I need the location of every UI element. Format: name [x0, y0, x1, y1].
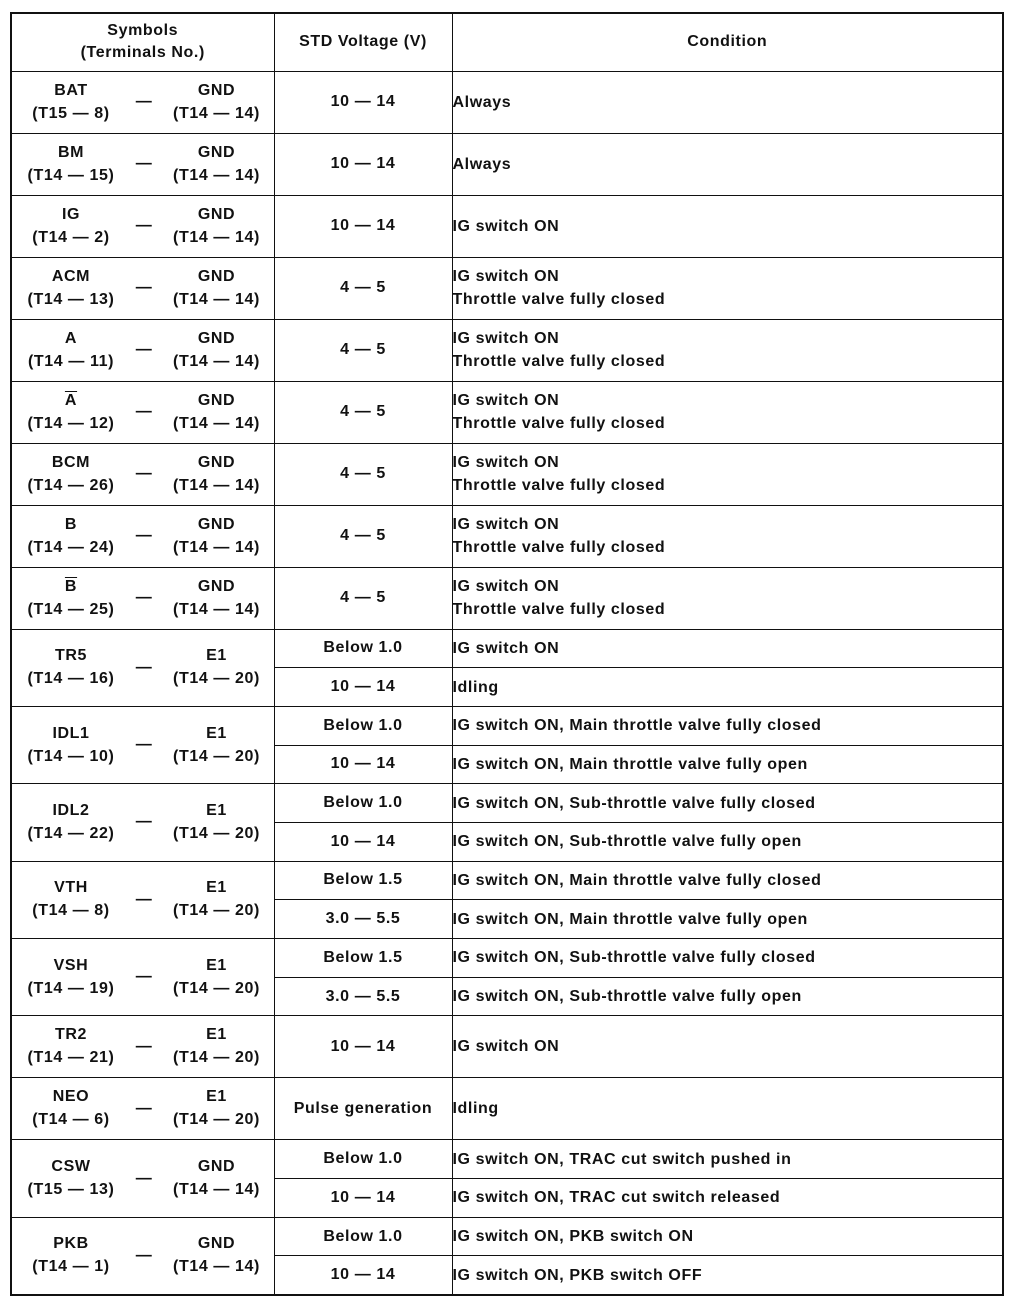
ground-name: E1: [206, 1088, 227, 1106]
symbol-dash: —: [135, 341, 153, 358]
table-row: [11, 1217, 1003, 1256]
condition-cell: IG switch ON, PKB switch OFF: [452, 1256, 1003, 1295]
symbol-terminal: (T14 — 10): [27, 747, 115, 765]
voltage-cell: Pulse generation: [274, 1078, 452, 1140]
condition-cell: IG switch ON, Sub-throttle valve fully open: [452, 977, 1003, 1016]
symbol-dash: —: [135, 217, 153, 234]
condition-cell: Always: [452, 71, 1003, 133]
ground-terminal: (T14 — 20): [173, 979, 260, 997]
ground-name: GND: [197, 205, 236, 223]
ground-terminal: (T14 — 14): [173, 1181, 260, 1199]
table-row: [11, 381, 1003, 443]
symbol-terminal: (T15 — 8): [32, 104, 110, 122]
symbol-dash: —: [135, 1169, 153, 1187]
ground-terminal: (T14 — 14): [173, 414, 260, 432]
symbol-name-inverted: $\overline{A}$: [64, 391, 78, 409]
condition-cell: IG switch ON, Main throttle valve fully open: [452, 900, 1003, 939]
symbol-name: IDL1: [52, 724, 90, 742]
symbol-terminal: (T14 — 6): [32, 1111, 110, 1129]
table-row: [11, 1016, 1003, 1078]
condition-cell: IG switch ON, Sub-throttle valve fully closed: [452, 939, 1003, 978]
symbol-terminal: (T14 — 15): [27, 166, 115, 184]
voltage-cell: Below 1.0: [274, 784, 452, 823]
symbol-cell: [11, 567, 274, 629]
ground-terminal: (T14 — 20): [173, 1049, 260, 1067]
symbol-dash: —: [135, 589, 153, 606]
symbol-terminal: (T14 — 8): [32, 902, 110, 920]
table-row: [11, 939, 1003, 978]
voltage-cell: 10 — 14: [274, 822, 452, 861]
ground-terminal: (T14 — 14): [173, 600, 260, 618]
ground-terminal: (T14 — 14): [173, 228, 260, 246]
ground-name: GND: [197, 391, 236, 409]
symbol-dash: —: [135, 658, 153, 676]
symbol-name: BCM: [51, 453, 91, 471]
symbol-dash: —: [135, 1099, 153, 1117]
symbol-cell: [11, 1078, 274, 1140]
condition-cell: IG switch ON: [452, 195, 1003, 257]
table-row: [11, 195, 1003, 257]
symbol-terminal: (T14 — 19): [27, 979, 115, 997]
symbol-terminal: (T14 — 22): [27, 824, 115, 842]
condition-cell: Idling: [452, 668, 1003, 707]
ground-name: E1: [206, 879, 227, 897]
voltage-cell: 10 — 14: [274, 1179, 452, 1218]
symbol-cell: [11, 939, 274, 1016]
symbol-terminal: (T14 — 1): [32, 1258, 110, 1276]
symbol-cell: [11, 706, 274, 783]
symbol-terminal: (T14 — 11): [27, 352, 115, 370]
condition-cell: IG switch ON, Main throttle valve fully closed: [452, 861, 1003, 900]
symbol-cell: [11, 71, 274, 133]
symbol-name: NEO: [52, 1088, 90, 1106]
voltage-cell: 4 — 5: [274, 381, 452, 443]
condition-cell: IG switch ON Throttle valve fully closed: [452, 257, 1003, 319]
voltage-cell: Below 1.5: [274, 939, 452, 978]
condition-cell: Always: [452, 133, 1003, 195]
ground-name: E1: [206, 956, 227, 974]
symbol-cell: [11, 629, 274, 706]
table-row: [11, 133, 1003, 195]
voltage-cell: 10 — 14: [274, 745, 452, 784]
symbol-dash: —: [135, 93, 153, 110]
symbol-terminal: (T14 — 21): [27, 1049, 115, 1067]
symbol-terminal: (T14 — 24): [27, 538, 115, 556]
table-row: [11, 505, 1003, 567]
symbol-cell: [11, 1217, 274, 1294]
header-row: [11, 13, 1003, 71]
table-row: [11, 443, 1003, 505]
condition-cell: IG switch ON, Main throttle valve fully closed: [452, 706, 1003, 745]
condition-cell: IG switch ON, TRAC cut switch pushed in: [452, 1140, 1003, 1179]
voltage-cell: Below 1.5: [274, 861, 452, 900]
symbol-cell: [11, 195, 274, 257]
ground-name: GND: [197, 1235, 236, 1253]
ground-terminal: (T14 — 14): [173, 538, 260, 556]
symbol-dash: —: [135, 813, 153, 831]
condition-header: Condition: [452, 13, 1003, 71]
condition-cell: IG switch ON: [452, 1016, 1003, 1078]
terminal-voltage-table: [10, 12, 1004, 1296]
condition-cell: IG switch ON, Sub-throttle valve fully closed: [452, 784, 1003, 823]
ground-terminal: (T14 — 14): [173, 104, 260, 122]
table-row: [11, 319, 1003, 381]
symbol-terminal: (T14 — 2): [32, 228, 110, 246]
symbol-name: ACM: [51, 267, 91, 285]
voltage-cell: 10 — 14: [274, 71, 452, 133]
symbol-name: TR2: [54, 1026, 88, 1044]
symbol-terminal: (T14 — 16): [27, 670, 115, 688]
symbol-name: B: [64, 515, 78, 533]
symbol-name: IG: [61, 205, 81, 223]
table-row: [11, 567, 1003, 629]
symbol-dash: —: [135, 403, 153, 420]
symbol-cell: [11, 133, 274, 195]
symbol-cell: [11, 861, 274, 938]
voltage-cell: 10 — 14: [274, 1016, 452, 1078]
ground-name: GND: [197, 453, 236, 471]
voltage-cell: 4 — 5: [274, 567, 452, 629]
ground-terminal: (T14 — 20): [173, 824, 260, 842]
table-row: [11, 71, 1003, 133]
table-row: [11, 1078, 1003, 1140]
ground-name: GND: [197, 267, 236, 285]
voltage-cell: 3.0 — 5.5: [274, 900, 452, 939]
ground-name: GND: [197, 515, 236, 533]
condition-cell: IG switch ON, Sub-throttle valve fully open: [452, 822, 1003, 861]
symbol-cell: [11, 1140, 274, 1217]
condition-cell: Idling: [452, 1078, 1003, 1140]
ground-name: GND: [197, 81, 236, 99]
condition-cell: IG switch ON Throttle valve fully closed: [452, 443, 1003, 505]
symbol-cell: [11, 784, 274, 861]
table-row: [11, 1140, 1003, 1179]
ground-name: GND: [197, 143, 236, 161]
symbol-name: A: [64, 329, 78, 347]
voltage-cell: 4 — 5: [274, 443, 452, 505]
voltage-cell: 10 — 14: [274, 195, 452, 257]
voltage-cell: Below 1.0: [274, 706, 452, 745]
symbol-name-inverted: $\overline{B}$: [64, 577, 78, 595]
symbol-name: IDL2: [52, 801, 90, 819]
symbol-terminal: (T14 — 13): [27, 290, 115, 308]
ground-name: E1: [206, 647, 227, 665]
symbol-dash: —: [135, 279, 153, 296]
voltage-cell: Below 1.0: [274, 1140, 452, 1179]
voltage-cell: 10 — 14: [274, 1256, 452, 1295]
symbol-name: CSW: [51, 1158, 91, 1176]
symbol-cell: [11, 443, 274, 505]
symbol-terminal: (T14 — 26): [27, 476, 115, 494]
condition-cell: IG switch ON Throttle valve fully closed: [452, 319, 1003, 381]
condition-cell: IG switch ON, Main throttle valve fully open: [452, 745, 1003, 784]
symbol-name: BM: [57, 143, 85, 161]
symbols-header: Symbols (Terminals No.): [11, 13, 274, 71]
symbol-cell: [11, 257, 274, 319]
ground-terminal: (T14 — 20): [173, 1111, 260, 1129]
table-row: [11, 706, 1003, 745]
condition-cell: IG switch ON: [452, 629, 1003, 668]
ground-terminal: (T14 — 14): [173, 290, 260, 308]
ground-terminal: (T14 — 14): [173, 476, 260, 494]
ground-name: GND: [197, 329, 236, 347]
symbol-dash: —: [135, 1246, 153, 1264]
table-row: [11, 257, 1003, 319]
ground-terminal: (T14 — 14): [173, 166, 260, 184]
condition-cell: IG switch ON, PKB switch ON: [452, 1217, 1003, 1256]
ground-name: E1: [206, 801, 227, 819]
symbol-dash: —: [135, 968, 153, 986]
symbol-cell: [11, 1016, 274, 1078]
ground-name: GND: [197, 1158, 236, 1176]
symbol-dash: —: [135, 890, 153, 908]
symbol-cell: [11, 319, 274, 381]
symbol-name: PKB: [53, 1235, 89, 1253]
condition-cell: IG switch ON, TRAC cut switch released: [452, 1179, 1003, 1218]
condition-cell: IG switch ON Throttle valve fully closed: [452, 381, 1003, 443]
symbol-dash: —: [135, 155, 153, 172]
symbol-name: VSH: [53, 956, 89, 974]
symbol-dash: —: [135, 527, 153, 544]
symbol-cell: [11, 505, 274, 567]
voltage-cell: 4 — 5: [274, 505, 452, 567]
ground-name: GND: [197, 577, 236, 595]
ground-terminal: (T14 — 20): [173, 902, 260, 920]
table-row: [11, 629, 1003, 668]
ground-terminal: (T14 — 20): [173, 747, 260, 765]
condition-cell: IG switch ON Throttle valve fully closed: [452, 567, 1003, 629]
symbol-terminal: (T14 — 12): [27, 414, 115, 432]
symbol-terminal: (T14 — 25): [27, 600, 115, 618]
symbol-name: VTH: [54, 879, 88, 897]
ground-terminal: (T14 — 14): [173, 1258, 260, 1276]
voltage-cell: 4 — 5: [274, 319, 452, 381]
voltage-cell: Below 1.0: [274, 1217, 452, 1256]
voltage-cell: 10 — 14: [274, 133, 452, 195]
voltage-cell: 10 — 14: [274, 668, 452, 707]
symbol-terminal: (T15 — 13): [27, 1181, 115, 1199]
voltage-cell: 3.0 — 5.5: [274, 977, 452, 1016]
condition-cell: IG switch ON Throttle valve fully closed: [452, 505, 1003, 567]
symbol-cell: [11, 381, 274, 443]
symbol-dash: —: [135, 1037, 153, 1055]
ground-terminal: (T14 — 20): [173, 670, 260, 688]
symbol-name: BAT: [54, 81, 88, 99]
ground-name: E1: [206, 1026, 227, 1044]
voltage-cell: Below 1.0: [274, 629, 452, 668]
table-row: [11, 861, 1003, 900]
symbol-dash: —: [135, 736, 153, 754]
symbol-name: TR5: [54, 647, 88, 665]
table-row: [11, 784, 1003, 823]
voltage-header: STD Voltage (V): [274, 13, 452, 71]
voltage-cell: 4 — 5: [274, 257, 452, 319]
ground-name: E1: [206, 724, 227, 742]
symbol-dash: —: [135, 465, 153, 482]
ground-terminal: (T14 — 14): [173, 352, 260, 370]
